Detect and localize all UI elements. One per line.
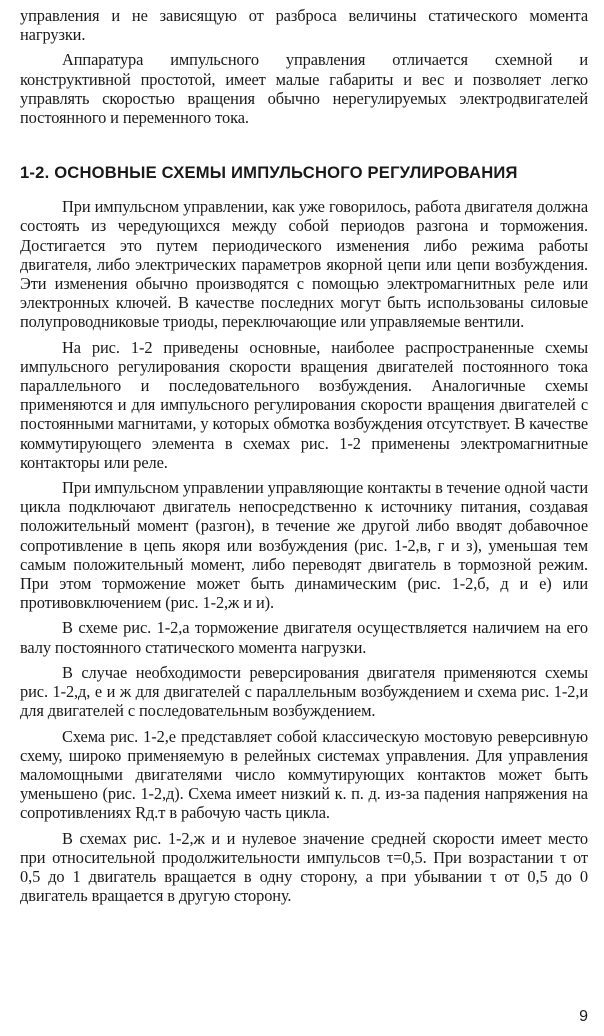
body-paragraph-5: В случае необходимости реверсирования двигателя применяются схемы рис. 1-2,д, е и ж для двигателей с параллельным возбуждением и схема рис. 1-2,и для двигателей с последовательным возбуждением. (20, 662, 588, 721)
page-number: 9 (579, 1008, 588, 1025)
body-paragraph-4: В схеме рис. 1-2,а торможение двигателя осуществляется наличием на его валу постоянного статического момента нагрузки. (20, 618, 588, 657)
section-heading: 1-2. ОСНОВНЫЕ СХЕМЫ ИМПУЛЬСНОГО РЕГУЛИРОВАНИЯ (20, 163, 518, 183)
body-paragraph-3: При импульсном управлении управляющие контакты в течение одной части цикла подключают двигатель непосредственно к источнику питания, создавая положительный момент (разгон), в течение же другой либо вводят добавочное сопротивление в цепь якоря или возбуждения (рис. 1-2,в, г и з), уменьшая тем самым положительный момент, либо переводят двигатель в тормозной режим. При этом торможение может быть динамическим (рис. 1-2,б, д и е) или противовключением (рис. 1-2,ж и и). (20, 478, 588, 613)
intro-paragraph-continuation: управления и не зависящую от разброса величины статического момента нагрузки. (20, 6, 588, 45)
book-page (20, 6, 588, 905)
body-paragraph-6: Схема рис. 1-2,е представляет собой классическую мостовую реверсивную схему, широко применяемую в релейных системах управления. Для управления маломощными двигателями число коммутирующих контактов может быть уменьшено (рис. 1-2,д). Схема имеет низкий к. п. д. из-за падения напряжения на сопротивлениях Rд.т в рабочую часть цикла. (20, 726, 588, 823)
body-paragraph-7: В схемах рис. 1-2,ж и и нулевое значение средней скорости имеет место при относительной продолжительности импульсов τ=0,5. При возрастании τ от 0,5 до 1 двигатель вращается в одну сторону, а при убывании τ от 0,5 до 0 двигатель вращается в другую сторону. (20, 828, 588, 906)
body-paragraph-2: На рис. 1-2 приведены основные, наиболее распространенные схемы импульсного регулирования скорости вращения двигателей постоянного тока параллельного и последовательного возбуждения. Аналогичные схемы применяются и для импульсного регулирования скорости вращения двигателей с постоянными магнитами, у которых обмотка возбуждения отсутствует. В качестве коммутирующего элемента в схемах рис. 1-2 применены электромагнитные контакторы или реле. (20, 337, 588, 472)
intro-paragraph-equipment: Аппаратура импульсного управления отличается схемной и конструктивной простотой, имеет малые габариты и вес и позволяет легко управлять скоростью вращения обычно нерегулируемых электродвигателей постоянного и переменного тока. (20, 50, 588, 128)
body-paragraph-1: При импульсном управлении, как уже говорилось, работа двигателя должна состоять из чередующихся между собой периодов разгона и торможения. Достигается это путем периодического изменения либо режима работы двигателя, либо электрических параметров якорной цепи или цепи возбуждения. Эти изменения обычно производятся с помощью электромагнитных реле или электронных ключей. В качестве последних могут быть использованы силовые полупроводниковые триоды, переключающие или управляемые вентили. (20, 197, 588, 332)
